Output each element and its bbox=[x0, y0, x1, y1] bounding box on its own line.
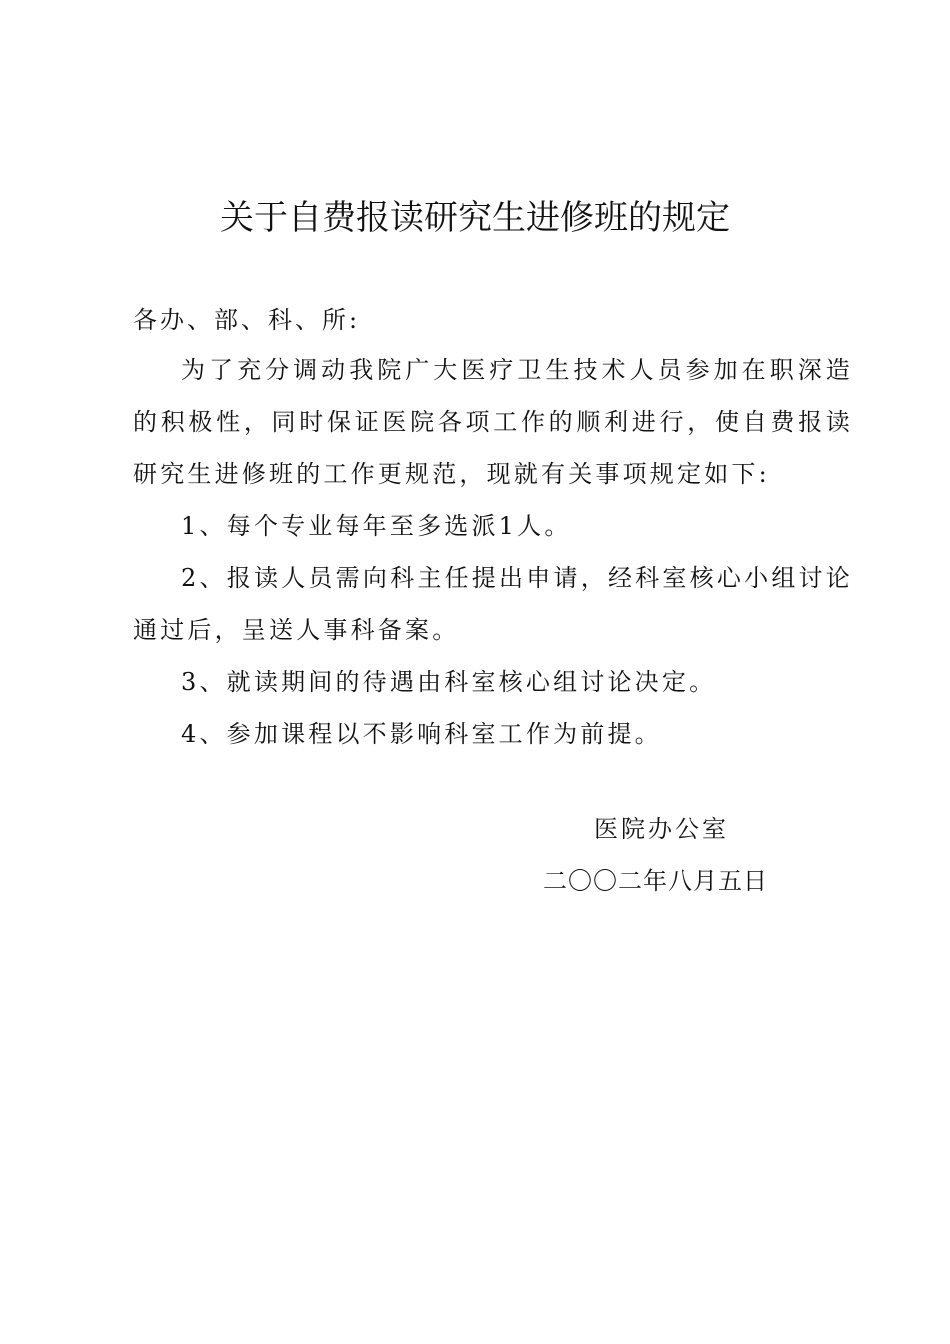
intro-paragraph: 为了充分调动我院广大医疗卫生技术人员参加在职深造的积极性，同时保证医院各项工作的顺利进行，使自费报读研究生进修班的工作更规范，现就有关事项规定如下: bbox=[133, 356, 853, 488]
regulation-item-1: 1、每个专业每年至多选派1人。 bbox=[181, 512, 572, 540]
signature-date: 二〇〇二年八月五日 bbox=[543, 867, 768, 895]
regulation-item-2: 2、报读人员需向科主任提出申请，经科室核心小组讨论通过后，呈送人事科备案。 bbox=[133, 564, 853, 644]
regulation-item-3: 3、就读期间的待遇由科室核心组讨论决定。 bbox=[181, 668, 717, 696]
document-title: 关于自费报读研究生进修班的规定 bbox=[220, 198, 730, 238]
regulation-item-4: 4、参加课程以不影响科室工作为前提。 bbox=[181, 720, 662, 748]
salutation: 各办、部、科、所: bbox=[133, 306, 361, 334]
signature-organization: 医院办公室 bbox=[594, 815, 729, 843]
